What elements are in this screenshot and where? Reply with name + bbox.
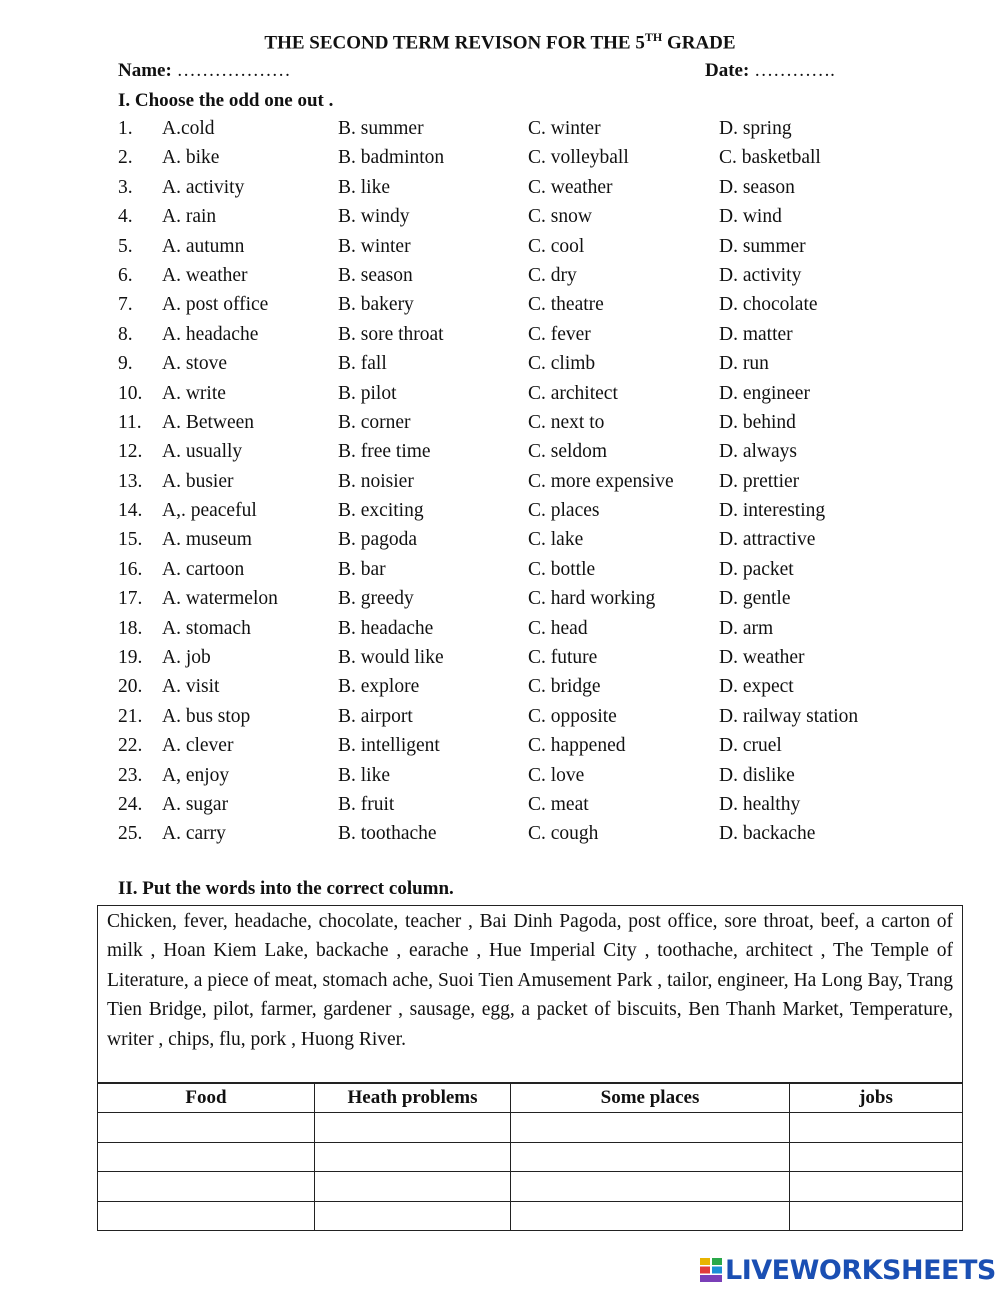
option-a[interactable]: A. job — [162, 647, 211, 669]
option-a[interactable]: A.cold — [162, 118, 215, 139]
option-d[interactable]: D. activity — [719, 264, 802, 286]
option-c[interactable]: C. future — [528, 647, 598, 669]
answer-cell[interactable] — [98, 1113, 315, 1142]
option-c[interactable]: C. next to — [528, 411, 605, 433]
option-b[interactable]: B. season — [338, 264, 413, 286]
column-header-places: Some places — [511, 1084, 790, 1113]
date-line — [705, 60, 835, 82]
answer-cell[interactable] — [98, 1142, 315, 1171]
option-b[interactable]: B. pagoda — [338, 529, 418, 551]
question-row — [0, 702, 1000, 731]
option-d[interactable]: D. wind — [719, 206, 782, 228]
option-d[interactable]: D. backache — [719, 823, 816, 845]
option-c[interactable]: C. opposite — [528, 705, 617, 727]
question-number: 17. — [118, 588, 143, 610]
option-b[interactable]: B. greedy — [338, 588, 414, 610]
question-row — [0, 614, 1000, 643]
option-c[interactable]: C. love — [528, 764, 585, 786]
name-label: Name: — [118, 60, 172, 81]
question-number: 6. — [118, 264, 133, 286]
option-a[interactable]: A. rain — [162, 206, 217, 228]
question-row — [0, 643, 1000, 672]
option-b[interactable]: B. badminton — [338, 147, 445, 169]
option-b[interactable]: B. airport — [338, 705, 413, 727]
table-body — [98, 1113, 963, 1231]
option-a[interactable]: A, enjoy — [162, 764, 230, 786]
option-a[interactable]: A. sugar — [162, 793, 229, 815]
logo-text: LIVEWORKSHEETS — [725, 1254, 996, 1286]
question-number: 5. — [118, 235, 133, 257]
option-d[interactable]: D. packet — [719, 558, 794, 580]
option-a[interactable]: A. stomach — [162, 617, 251, 639]
option-d[interactable]: D. healthy — [719, 793, 801, 815]
option-c[interactable]: C. cool — [528, 235, 585, 257]
option-c[interactable]: C. head — [528, 617, 588, 639]
option-d[interactable]: D. interesting — [719, 500, 826, 522]
question-row — [0, 290, 1000, 319]
option-d[interactable]: D. run — [719, 353, 769, 375]
answer-cell[interactable] — [315, 1142, 511, 1171]
option-b[interactable]: B. fall — [338, 353, 387, 375]
option-b[interactable]: B. free time — [338, 441, 431, 463]
question-number: 24. — [118, 793, 143, 815]
answer-cell[interactable] — [790, 1113, 963, 1142]
option-b[interactable]: B. would like — [338, 647, 444, 669]
option-c[interactable]: C. volleyball — [528, 147, 629, 169]
option-b[interactable]: B. noisier — [338, 470, 414, 492]
option-a[interactable]: A. carry — [162, 823, 226, 845]
answer-cell[interactable] — [790, 1201, 963, 1230]
question-number: 7. — [118, 294, 133, 316]
option-c[interactable]: C. happened — [528, 735, 626, 757]
option-d[interactable]: D. chocolate — [719, 294, 818, 316]
option-a[interactable]: A. activity — [162, 176, 245, 198]
question-number: 23. — [118, 764, 143, 786]
option-b[interactable]: B. pilot — [338, 382, 397, 404]
option-c[interactable]: C. lake — [528, 529, 584, 551]
option-b[interactable]: B. exciting — [338, 500, 424, 522]
question-number: 14. — [118, 500, 143, 522]
option-a[interactable]: A. write — [162, 382, 226, 404]
option-a[interactable]: A. headache — [162, 323, 259, 345]
option-a[interactable]: A. usually — [162, 441, 243, 463]
date-label: Date: — [705, 60, 750, 81]
logo-icon — [700, 1258, 722, 1282]
table-row — [98, 1201, 963, 1230]
question-number: 10. — [118, 382, 143, 404]
option-a[interactable]: A. post office — [162, 294, 269, 316]
question-row — [0, 819, 1000, 848]
question-row — [0, 320, 1000, 349]
question-row — [0, 173, 1000, 202]
question-number: 19. — [118, 647, 143, 669]
option-d[interactable]: D. summer — [719, 235, 806, 257]
section2-heading: II. Put the words into the correct column. — [118, 878, 454, 899]
question-number: 21. — [118, 705, 143, 727]
date-dots: …………. — [749, 60, 835, 81]
option-d[interactable]: D. gentle — [719, 588, 791, 610]
option-a[interactable]: A. autumn — [162, 235, 245, 257]
option-b[interactable]: B. sore throat — [338, 323, 444, 345]
option-b[interactable]: B. bar — [338, 558, 386, 580]
question-row — [0, 555, 1000, 584]
option-d[interactable]: D. expect — [719, 676, 794, 698]
page-title — [0, 30, 1000, 54]
table-header-row — [98, 1084, 963, 1113]
option-b[interactable]: B. windy — [338, 206, 410, 228]
question-number: 11. — [118, 411, 142, 433]
option-c[interactable]: C. more expensive — [528, 470, 674, 492]
option-c[interactable]: C. meat — [528, 793, 589, 815]
question-number: 1. — [118, 118, 133, 139]
title-main: THE SECOND TERM REVISON FOR THE 5 — [264, 32, 645, 54]
column-header-jobs: jobs — [790, 1084, 963, 1113]
question-row — [0, 584, 1000, 613]
title-superscript: TH — [644, 30, 663, 44]
option-a[interactable]: A. cartoon — [162, 558, 245, 580]
option-d[interactable]: D. arm — [719, 617, 774, 639]
question-number: 15. — [118, 529, 143, 551]
option-a[interactable]: A. stove — [162, 353, 227, 375]
name-line — [118, 60, 291, 82]
option-c[interactable]: C. fever — [528, 323, 591, 345]
option-d[interactable]: D. behind — [719, 411, 796, 433]
option-c[interactable]: C. theatre — [528, 294, 604, 316]
option-b[interactable]: B. corner — [338, 411, 411, 433]
table-row — [98, 1142, 963, 1171]
question-row — [0, 202, 1000, 231]
question-row — [0, 349, 1000, 378]
question-row — [0, 761, 1000, 790]
question-row — [0, 379, 1000, 408]
option-c[interactable]: C. bridge — [528, 676, 601, 698]
option-a[interactable]: A. Between — [162, 411, 255, 433]
liveworksheets-logo — [700, 1255, 996, 1285]
option-d[interactable]: D. matter — [719, 323, 793, 345]
option-b[interactable]: B. explore — [338, 676, 420, 698]
option-d[interactable]: D. always — [719, 441, 797, 463]
question-number: 18. — [118, 617, 143, 639]
option-b[interactable]: B. toothache — [338, 823, 437, 845]
option-a[interactable]: A. museum — [162, 529, 252, 551]
question-row — [0, 143, 1000, 172]
answer-cell[interactable] — [98, 1172, 315, 1201]
question-number: 22. — [118, 735, 143, 757]
option-d[interactable]: D. engineer — [719, 382, 810, 404]
option-c[interactable]: C. architect — [528, 382, 618, 404]
question-row — [0, 114, 1000, 143]
answer-cell[interactable] — [790, 1142, 963, 1171]
table-row — [98, 1172, 963, 1201]
question-row — [0, 261, 1000, 290]
option-a[interactable]: A. weather — [162, 264, 248, 286]
title-end: GRADE — [662, 32, 736, 54]
option-d[interactable]: D. prettier — [719, 470, 800, 492]
option-a[interactable]: A. bike — [162, 147, 220, 169]
column-header-food: Food — [98, 1084, 315, 1113]
option-c[interactable]: C. bottle — [528, 558, 596, 580]
question-number: 20. — [118, 676, 143, 698]
option-c[interactable]: C. seldom — [528, 441, 608, 463]
option-a[interactable]: A,. peaceful — [162, 500, 257, 522]
question-row — [0, 790, 1000, 819]
question-row — [0, 232, 1000, 261]
answer-cell[interactable] — [511, 1113, 790, 1142]
question-row — [0, 467, 1000, 496]
question-row — [0, 525, 1000, 554]
word-list-box: Chicken, fever, headache, chocolate, teacher , Bai Dinh Pagoda, post office, sore throat, beef, a carton of milk , Hoan Kiem Lake, backache , earache , Hue Imperial City , toothache, architect , The Temple of Literature, a piece of meat, stomach ache, Suoi Tien Amusement Park , tailor, engineer, Ha Long Bay, Trang Tien Bridge, pilot, farmer, gardener , sausage, egg, a packet of biscuits, Ben Thanh Market, Temperature, writer , chips, flu, pork , Huong River. — [97, 905, 963, 1083]
option-c[interactable]: C. cough — [528, 823, 599, 845]
option-d[interactable]: C. basketball — [719, 147, 821, 169]
option-d[interactable]: D. attractive — [719, 529, 816, 551]
table-row — [98, 1113, 963, 1142]
question-number: 2. — [118, 147, 133, 169]
option-c[interactable]: C. places — [528, 500, 600, 522]
option-c[interactable]: C. weather — [528, 176, 613, 198]
question-row — [0, 731, 1000, 760]
question-number: 25. — [118, 823, 143, 845]
option-c[interactable]: C. winter — [528, 118, 601, 139]
option-d[interactable]: D. cruel — [719, 735, 782, 757]
option-a[interactable]: A. bus stop — [162, 705, 251, 727]
sorting-table — [97, 1083, 963, 1231]
answer-cell[interactable] — [315, 1113, 511, 1142]
answer-cell[interactable] — [511, 1142, 790, 1171]
option-b[interactable]: B. like — [338, 176, 390, 198]
question-list — [0, 114, 1000, 849]
option-c[interactable]: C. dry — [528, 264, 577, 286]
question-number: 4. — [118, 206, 133, 228]
option-b[interactable]: B. bakery — [338, 294, 414, 316]
answer-cell[interactable] — [790, 1172, 963, 1201]
question-number: 13. — [118, 470, 143, 492]
option-c[interactable]: C. snow — [528, 206, 592, 228]
option-b[interactable]: B. intelligent — [338, 735, 440, 757]
question-number: 16. — [118, 558, 143, 580]
question-row — [0, 496, 1000, 525]
question-row — [0, 408, 1000, 437]
answer-cell[interactable] — [315, 1172, 511, 1201]
question-row — [0, 437, 1000, 466]
option-c[interactable]: C. hard working — [528, 588, 656, 610]
option-d[interactable]: D. dislike — [719, 764, 795, 786]
option-d[interactable]: D. season — [719, 176, 795, 198]
option-a[interactable]: A. watermelon — [162, 588, 278, 610]
option-b[interactable]: B. winter — [338, 235, 411, 257]
answer-cell[interactable] — [315, 1201, 511, 1230]
option-d[interactable]: D. weather — [719, 647, 805, 669]
question-number: 12. — [118, 441, 143, 463]
answer-cell[interactable] — [511, 1172, 790, 1201]
option-b[interactable]: B. summer — [338, 118, 424, 139]
question-number: 3. — [118, 176, 133, 198]
option-b[interactable]: B. fruit — [338, 793, 395, 815]
name-dots: ……………… — [171, 60, 291, 81]
option-d[interactable]: D. spring — [719, 118, 792, 139]
question-number: 9. — [118, 353, 133, 375]
section1-heading: I. Choose the odd one out . — [118, 90, 334, 111]
option-a[interactable]: A. busier — [162, 470, 234, 492]
answer-cell[interactable] — [511, 1201, 790, 1230]
answer-cell[interactable] — [98, 1201, 315, 1230]
question-number: 8. — [118, 323, 133, 345]
option-c[interactable]: C. climb — [528, 353, 596, 375]
column-header-health: Heath problems — [315, 1084, 511, 1113]
option-a[interactable]: A. clever — [162, 735, 234, 757]
option-b[interactable]: B. like — [338, 764, 390, 786]
option-b[interactable]: B. headache — [338, 617, 434, 639]
option-d[interactable]: D. railway station — [719, 705, 859, 727]
option-a[interactable]: A. visit — [162, 676, 220, 698]
question-row — [0, 672, 1000, 701]
